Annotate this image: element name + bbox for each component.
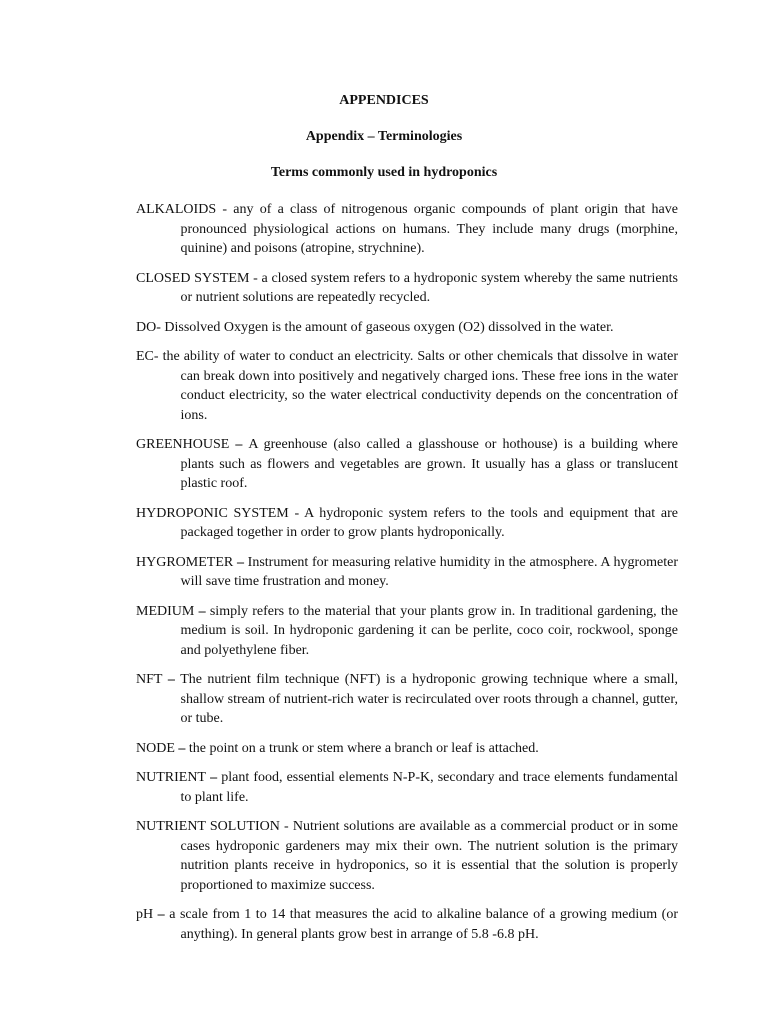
term-entry-hygrometer bbox=[136, 553, 678, 592]
separator: – bbox=[162, 672, 181, 687]
term-entry-greenhouse bbox=[136, 435, 678, 494]
appendices-title: APPENDICES bbox=[339, 93, 429, 108]
definition: a scale from 1 to 14 that measures the acid to alkaline balance of a growing medium (or anything). In general plants grow best in arrange of 5.8 -6.8 pH. bbox=[169, 907, 678, 942]
definition: The nutrient film technique (NFT) is a hydroponic growing technique where a small, shallow stream of nutrient-rich water is recirculated over roots through a channel, gutter, or tube. bbox=[180, 672, 679, 726]
definition: simply refers to the material that your plants grow in. In traditional gardening, the medium is soil. In hydroponic gardening it can be perlite, coco coir, rockwool, sponge and polyethylene fiber. bbox=[180, 603, 678, 658]
definition: any of a class of nitrogenous organic compounds of plant origin that have pronounced physiological actions on humans. They include many drugs (morphine, quinine) and poisons (atropine, strychnine). bbox=[180, 202, 678, 256]
term-entry-medium bbox=[136, 602, 678, 661]
term-entry-hydroponic-system bbox=[136, 504, 678, 543]
separator: - bbox=[288, 505, 305, 521]
term-entry-ph bbox=[136, 905, 678, 944]
separator: – bbox=[153, 907, 170, 922]
definition: A greenhouse (also called a glasshouse or hothouse) is a building where plants such as flowers and vegetables are grown. It usually has a glass or translucent plastic roof. bbox=[180, 437, 678, 491]
separator: – bbox=[233, 554, 248, 570]
term: pH bbox=[136, 907, 154, 922]
term: DO- bbox=[136, 319, 161, 335]
term: HYGROMETER bbox=[136, 554, 234, 570]
term: ALKALOIDS bbox=[136, 202, 217, 217]
definition: the point on a trunk or stem where a branch or leaf is attached. bbox=[188, 740, 539, 756]
term: EC- bbox=[136, 349, 159, 364]
separator: - bbox=[279, 819, 293, 834]
definition: Dissolved Oxygen is the amount of gaseous oxygen (O2) dissolved in the water. bbox=[164, 319, 614, 335]
definition: plant food, essential elements N-P-K, secondary and trace elements fundamental to plant life. bbox=[180, 770, 679, 805]
separator: – bbox=[229, 437, 249, 452]
term: GREENHOUSE bbox=[136, 437, 230, 452]
term: NFT bbox=[136, 672, 163, 687]
definition: Instrument for measuring relative humidity in the atmosphere. A hygrometer will save time frustration and money. bbox=[180, 554, 678, 589]
definition: A hydroponic system refers to the tools and equipment that are packaged together in order to grow plants hydroponically. bbox=[180, 505, 678, 540]
separator: – bbox=[194, 603, 210, 619]
term: NUTRIENT SOLUTION bbox=[136, 819, 280, 834]
separator: - bbox=[216, 202, 234, 217]
separator: – bbox=[206, 770, 222, 785]
term-entry-closed-system bbox=[136, 269, 678, 308]
term-entry-nft bbox=[136, 670, 678, 729]
term: NODE bbox=[136, 740, 175, 756]
section-heading: Terms commonly used in hydroponics bbox=[270, 165, 498, 180]
term-entry-do bbox=[136, 318, 678, 338]
term-entry-nutrient-solution bbox=[136, 817, 678, 895]
term-entry-alkaloids bbox=[136, 200, 678, 259]
definition: the ability of water to conduct an electricity. Salts or other chemicals that dissolve in water can break down into positively and negatively charged ions. These free ions in the water conduct electricity, so the water electrical conductivity depends on the concentration of ions. bbox=[162, 349, 678, 423]
appendix-subtitle: Appendix – Terminologies bbox=[305, 129, 463, 144]
separator: - bbox=[249, 270, 262, 286]
term-entry-nutrient bbox=[136, 768, 678, 807]
term-entry-ec bbox=[136, 347, 678, 425]
term: MEDIUM bbox=[136, 603, 195, 619]
term-entry-node bbox=[136, 739, 678, 759]
term: CLOSED SYSTEM bbox=[136, 270, 250, 286]
definition: a closed system refers to a hydroponic system whereby the same nutrients or nutrient solutions are repeatedly recycled. bbox=[180, 270, 678, 305]
terms-list bbox=[136, 200, 678, 954]
separator: – bbox=[174, 740, 189, 756]
definition: Nutrient solutions are available as a commercial product or in some cases hydroponic gardeners may mix their own. The nutrient solution is the primary nutrition plants receive in hydroponics, so it is essential that the solution is properly proportioned to maximize success. bbox=[180, 819, 679, 893]
term: NUTRIENT bbox=[136, 770, 206, 785]
term: HYDROPONIC SYSTEM bbox=[136, 505, 289, 521]
